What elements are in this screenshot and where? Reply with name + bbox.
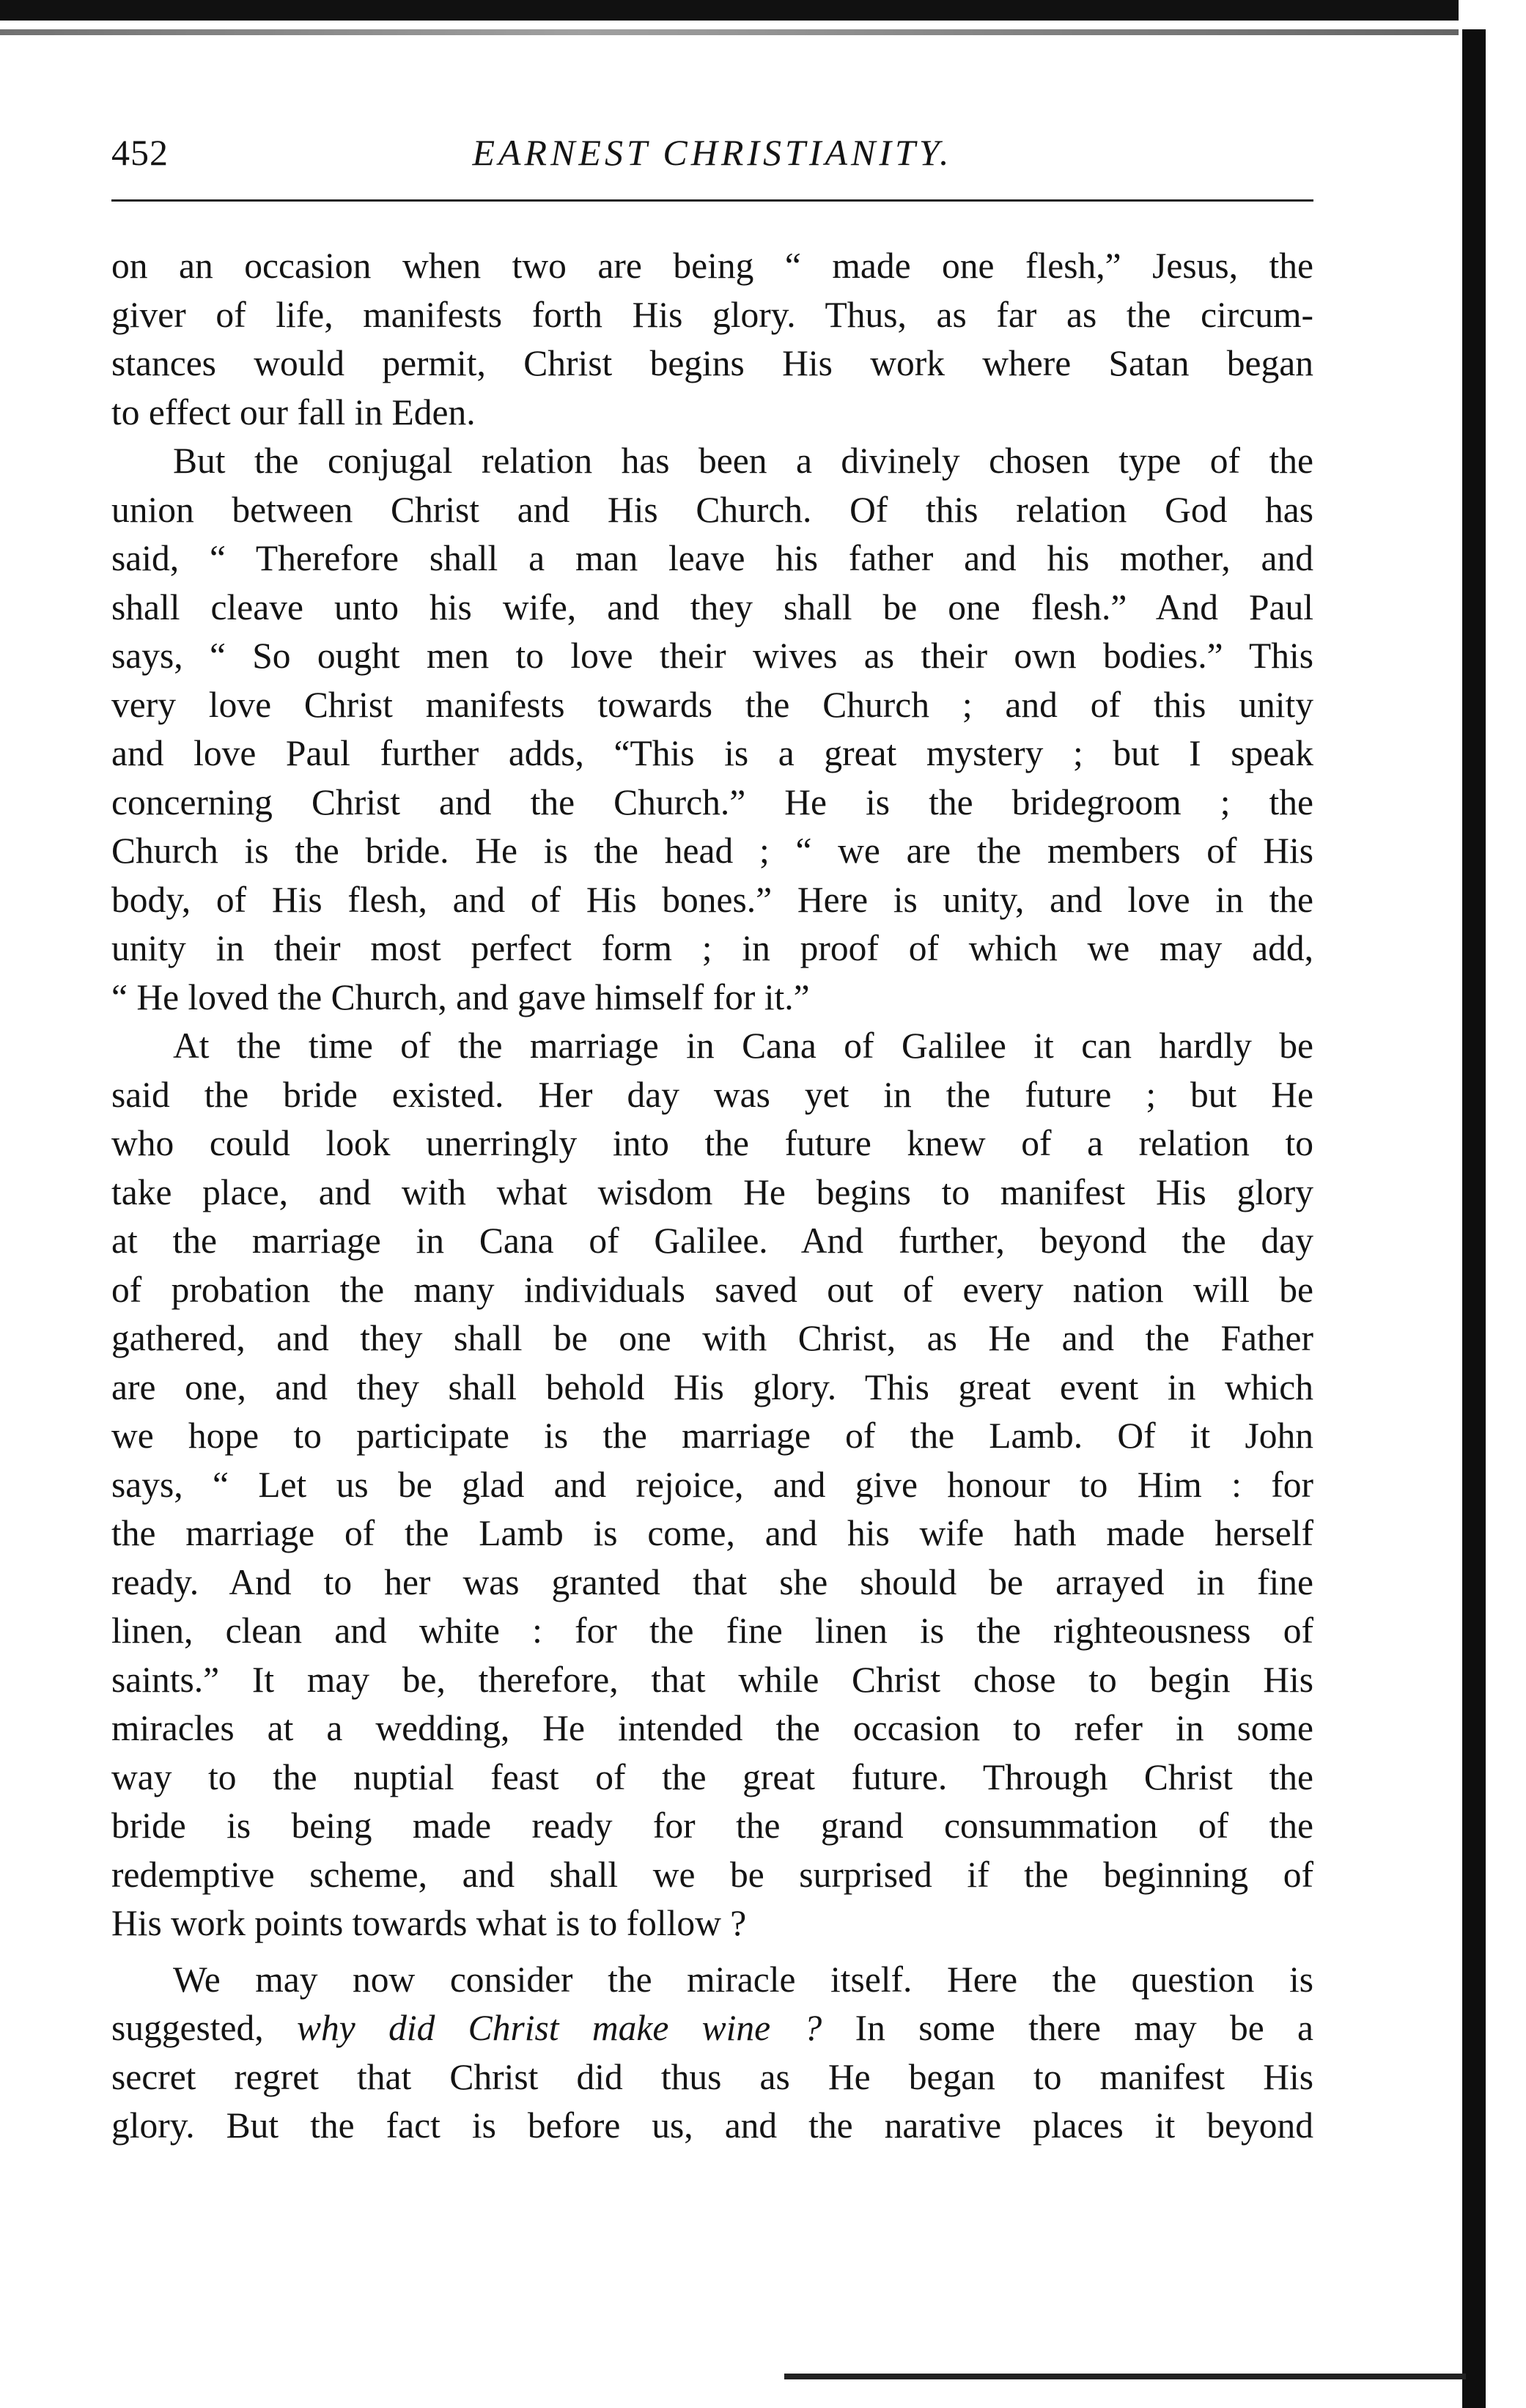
- text-line: miracles at a wedding, He intended the occasion to refer in some: [111, 1708, 1313, 1748]
- text-line: Church is the bride. He is the head ; “ we are the members of His: [111, 831, 1313, 871]
- body-text: [111, 242, 1313, 2151]
- text-line: linen, clean and white : for the fine linen is the righteousness of: [111, 1610, 1313, 1651]
- text-line: says, “ Let us be glad and rejoice, and give honour to Him : for: [111, 1464, 1313, 1505]
- right-binding-edge: [1462, 29, 1486, 2408]
- text-line: redemptive scheme, and shall we be surprised if the beginning of: [111, 1854, 1313, 1895]
- text-line: said the bride existed. Her day was yet in the future ; but He: [111, 1074, 1313, 1115]
- top-border-rule-thin: [0, 29, 1459, 35]
- text-line: ready. And to her was granted that she should be arrayed in fine: [111, 1561, 1313, 1602]
- text-line: to effect our fall in Eden.: [111, 391, 476, 432]
- text-line: unity in their most perfect form ; in proof of which we may add,: [111, 928, 1313, 968]
- text-line: take place, and with what wisdom He begins to manifest His glory: [111, 1171, 1313, 1212]
- text-line: concerning Christ and the Church.” He is the bridegroom ; the: [111, 781, 1313, 822]
- running-title: EARNEST CHRISTIANITY.: [472, 132, 953, 173]
- text-line: gathered, and they shall be one with Christ, as He and the Father: [111, 1318, 1313, 1358]
- paragraph-4: [111, 1956, 1313, 2151]
- text-line: glory. But the fact is before us, and the narative places it beyond: [111, 2105, 1313, 2146]
- text-line: who could look unerringly into the future knew of a relation to: [111, 1123, 1313, 1163]
- paragraph-3: [111, 1022, 1313, 1948]
- paragraph-1: [111, 242, 1313, 437]
- text-line: giver of life, manifests forth His glory. Thus, as far as the circum-: [111, 294, 1313, 335]
- header-rule: [111, 199, 1313, 202]
- paragraph-2: [111, 437, 1313, 1022]
- page-header: [111, 123, 1313, 182]
- text-line: very love Christ manifests towards the Church ; and of this unity: [111, 684, 1313, 725]
- page-number: 452: [111, 132, 169, 173]
- text-line: body, of His flesh, and of His bones.” Here is unity, and love in the: [111, 879, 1313, 920]
- text-line: [111, 2004, 1313, 2053]
- text-line: on an occasion when two are being “ made one flesh,” Jesus, the: [111, 246, 1313, 286]
- text-line: saints.” It may be, therefore, that while Christ chose to begin His: [111, 1659, 1313, 1700]
- text-line: shall cleave unto his wife, and they shall be one flesh.” And Paul: [111, 586, 1313, 627]
- text-line: of probation the many individuals saved out of every nation will be: [111, 1269, 1313, 1310]
- text-line: secret regret that Christ did thus as He began to manifest His: [111, 2056, 1313, 2097]
- text-line: way to the nuptial feast of the great future. Through Christ the: [111, 1756, 1313, 1797]
- top-border-rule: [0, 0, 1459, 21]
- text-run: In some there may be a: [822, 2008, 1314, 2048]
- paragraph-gap: [111, 1948, 1313, 1956]
- text-line: we hope to participate is the marriage of the Lamb. Of it John: [111, 1415, 1313, 1456]
- text-line: At the time of the marriage in Cana of Galilee it can hardly be: [173, 1026, 1313, 1066]
- bottom-border-rule: [784, 2374, 1466, 2379]
- right-margin: [1488, 29, 1526, 2408]
- text-line: union between Christ and His Church. Of this relation God has: [111, 489, 1313, 530]
- emphasized-question: why did Christ make wine ?: [296, 2008, 822, 2048]
- text-line: bride is being made ready for the grand consummation of the: [111, 1805, 1313, 1846]
- text-line: says, “ So ought men to love their wives as their own bodies.” This: [111, 636, 1313, 676]
- text-line: “ He loved the Church, and gave himself for it.”: [111, 976, 810, 1017]
- text-line: at the marriage in Cana of Galilee. And further, beyond the day: [111, 1220, 1313, 1261]
- text-line: But the conjugal relation has been a divinely chosen type of the: [173, 441, 1313, 481]
- text-line: are one, and they shall behold His glory. This great event in which: [111, 1366, 1313, 1407]
- text-line: and love Paul further adds, “This is a great mystery ; but I speak: [111, 733, 1313, 773]
- text-line: the marriage of the Lamb is come, and his wife hath made herself: [111, 1513, 1313, 1553]
- text-line: His work points towards what is to follow ?: [111, 1903, 747, 1943]
- text-line: stances would permit, Christ begins His work where Satan began: [111, 343, 1313, 383]
- text-run: suggested,: [111, 2008, 297, 2048]
- text-line: We may now consider the miracle itself. Here the question is: [173, 1959, 1313, 2000]
- text-line: said, “ Therefore shall a man leave his father and his mother, and: [111, 538, 1313, 578]
